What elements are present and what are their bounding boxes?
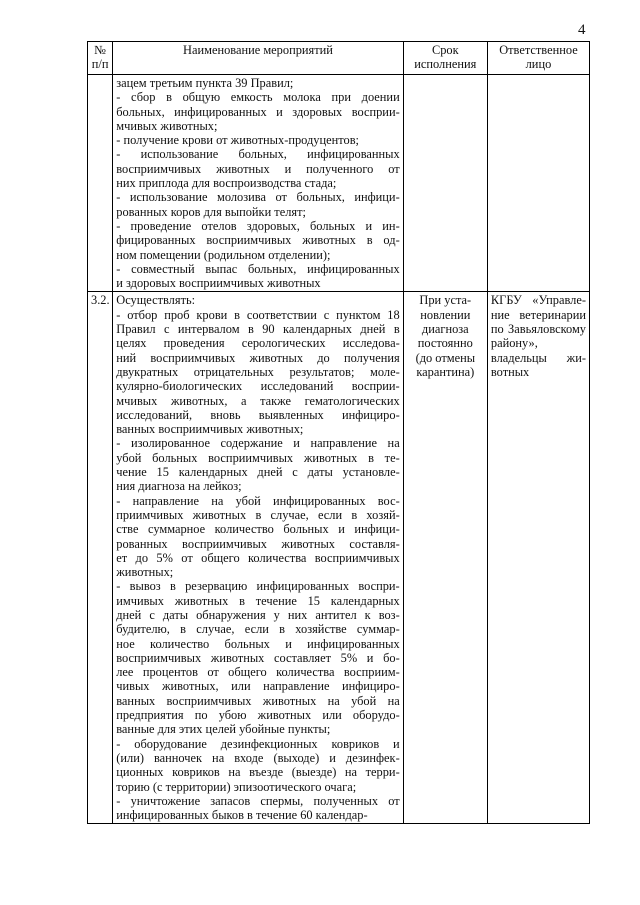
- text-line: (до отмены: [415, 350, 476, 365]
- row-number: 3.2.: [88, 292, 113, 824]
- text-line: торию (с территории) эпизоотического очага;: [116, 779, 357, 794]
- row-term: [403, 292, 487, 824]
- text-line: стве суммарное количество больных и инфици-: [116, 522, 400, 537]
- text-line: - отбор проб крови в соответствии с пунктом 18: [116, 307, 400, 322]
- text-line: ванных восприимчивых животных на убой на: [116, 693, 400, 708]
- text-line: ванных восприимчивых животных;: [116, 422, 304, 437]
- text-line: инфицированных быков в течение 60 календар-: [116, 808, 368, 823]
- text-line: ванные для этих целей убойные пункты;: [116, 722, 331, 737]
- text-line: Правил с интервалом в 90 календарных дней в: [116, 322, 400, 337]
- text-line: чивых животных, или направление инфициро-: [116, 679, 400, 694]
- text-line: - использование молозива от больных, инфици-: [116, 190, 400, 205]
- row-content: [113, 75, 403, 292]
- text-line: больных, инфицированных и здоровых восприи-: [116, 104, 400, 119]
- text-line: владельцы жи-: [490, 350, 586, 365]
- text-line: КГБУ «Управле-: [490, 293, 586, 308]
- text-line: рованных коров для выпойки телят;: [116, 204, 306, 219]
- text-line: дней с даты обнаружения у них антител к воз-: [116, 607, 400, 622]
- text-line: кулярно-биологических исследований восприи-: [116, 379, 400, 394]
- text-line: ционных ковриков на въезде (выезде) на терри-: [116, 765, 400, 780]
- text-line: ном помещении (родильном отделении);: [116, 247, 331, 262]
- row-number: [88, 75, 113, 292]
- text-line: лее процентов от общего количества восприим-: [116, 665, 400, 680]
- text-line: будителю, в случае, если в хозяйстве суммар-: [116, 622, 400, 637]
- text-line: новлении: [420, 307, 471, 322]
- table-header-row: [88, 42, 590, 75]
- table-row: [88, 75, 590, 292]
- text-line: - оборудование дезинфекционных ковриков и: [116, 736, 400, 751]
- table-row: [88, 292, 590, 824]
- text-line: мчивых животных, а также гематологических: [116, 393, 400, 408]
- text-line: ния диагноза на лейкоз;: [116, 479, 242, 494]
- text-line: Осуществлять:: [116, 293, 196, 308]
- text-line: диагноза: [421, 322, 469, 337]
- text-line: имчивых животных в течение 15 календарных: [116, 593, 400, 608]
- text-line: При уста-: [419, 293, 472, 308]
- text-line: - совместный выпас больных, инфицированных: [116, 261, 400, 276]
- header-name: Наименование мероприятий: [113, 42, 403, 75]
- text-line: и здоровых восприимчивых животных: [116, 276, 321, 291]
- header-term: Срок исполнения: [403, 42, 487, 75]
- text-line: постоянно: [417, 336, 473, 351]
- text-line: зацем третьим пункта 39 Правил;: [116, 76, 294, 90]
- text-line: приимчивых животных в случае, если в хозяй-: [116, 507, 400, 522]
- text-line: исследований, вновь выявленных инфициро-: [116, 407, 400, 422]
- text-line: - получение крови от животных-продуцентов;: [116, 133, 359, 148]
- text-line: (или) ванночек на входе (выходе) и дезинфек-: [116, 750, 400, 765]
- text-line: - вывоз в резервацию инфицированных воспри-: [116, 579, 400, 594]
- row-responsible: [487, 292, 589, 824]
- text-line: мчивых животных;: [116, 118, 218, 133]
- text-line: убой больных восприимчивых животных в те-: [116, 450, 400, 465]
- text-line: - уничтожение запасов спермы, полученных от: [116, 793, 400, 808]
- text-line: - проведение отелов здоровых, больных и ин-: [116, 218, 400, 233]
- text-line: - использование больных, инфицированных: [116, 147, 400, 162]
- row-term: [403, 75, 487, 292]
- measures-table: [87, 41, 590, 824]
- text-line: восприимчивых животных составляет 5% и бо-: [116, 650, 400, 665]
- text-line: - направление на убой инфицированных вос-: [116, 493, 400, 508]
- text-line: ное количество больных и инфицированных: [116, 636, 400, 651]
- text-line: целях проведения серологических исследова-: [116, 336, 400, 351]
- header-number: № п/п: [88, 42, 113, 75]
- page-number: 4: [578, 22, 586, 38]
- text-line: району»,: [490, 336, 538, 351]
- row-responsible: [487, 75, 589, 292]
- text-line: восприимчивых животных и полученного от: [116, 161, 400, 176]
- text-line: ний восприимчивых животных до получения: [116, 350, 400, 365]
- text-line: животных;: [116, 565, 174, 580]
- text-line: - изолированное содержание и направление на: [116, 436, 400, 451]
- text-line: двукратных отрицательных результатов; моле-: [116, 364, 400, 379]
- text-line: чение 15 календарных дней с даты установле-: [116, 465, 400, 480]
- text-line: рованных восприимчивых животных составля-: [116, 536, 400, 551]
- text-line: по Завьяловскому: [490, 322, 586, 337]
- text-line: карантина): [416, 364, 475, 379]
- header-responsible: Ответственное лицо: [487, 42, 589, 75]
- text-line: них приплода для воспроизводства стада;: [116, 176, 337, 191]
- text-line: фицированных восприимчивых животных в од-: [116, 233, 400, 248]
- text-line: вотных: [490, 364, 530, 379]
- text-line: предприятия по убою животных или оборудо-: [116, 708, 400, 723]
- text-line: - сбор в общую емкость молока при доении: [116, 90, 400, 105]
- text-line: ет до 5% от общего количества восприимчивых: [116, 550, 400, 565]
- row-content: [113, 292, 403, 824]
- text-line: ние ветеринарии: [490, 307, 586, 322]
